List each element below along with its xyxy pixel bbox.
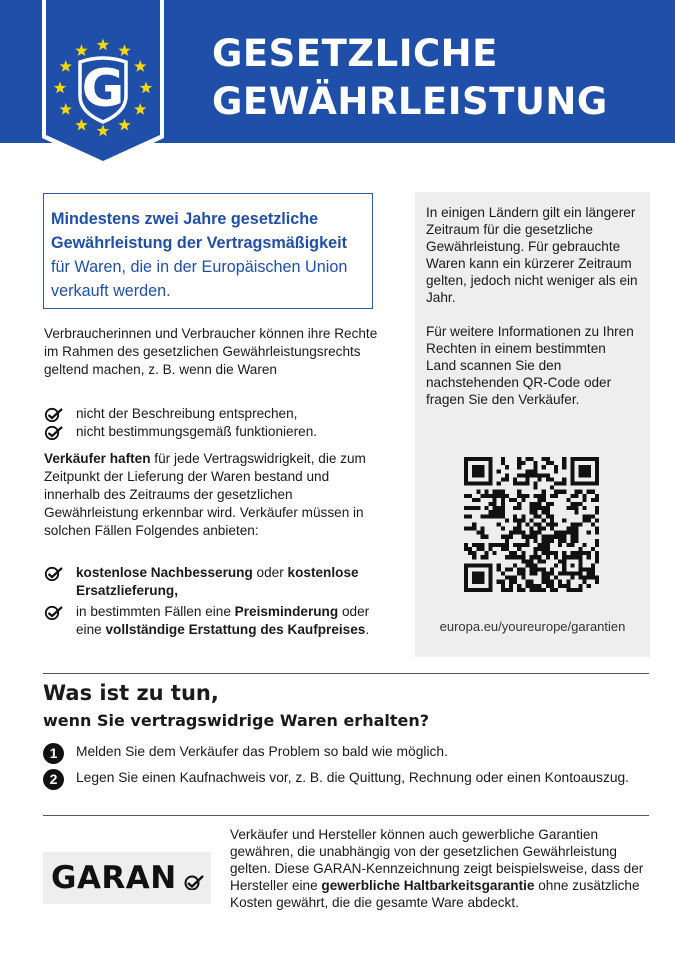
steps-list: [43, 743, 643, 795]
info-sidebar: [415, 192, 650, 657]
check-icon: [44, 425, 64, 440]
divider: [43, 673, 649, 674]
remedies-list: [44, 564, 384, 639]
seller-liability-text: Verkäufer haften für jede Vertragswidrigkeit, die zum Zeitpunkt der Lieferung der Waren bestand und innerhalb des Zeitraums der gesetzlichen Gewährleistung erkennbar wird. Verkäufer müssen in solchen Fällen Folgendes anbieten:: [44, 451, 366, 538]
qr-code[interactable]: [464, 457, 599, 592]
todo-heading: Was ist zu tun,: [43, 681, 219, 705]
title-line-2: GEWÄHRLEISTUNG: [212, 80, 608, 123]
lead-text: für Waren, die in der Europäischen Union verkauft werden.: [51, 258, 348, 300]
page-title: [212, 30, 608, 126]
list-item: nicht bestimmungsgemäß funktionieren.: [44, 423, 384, 441]
lead-bold: Mindestens zwei Jahre gesetzliche Gewährleistung der Vertragsmäßigkeit: [51, 210, 347, 252]
logo-letter: G: [81, 59, 125, 119]
check-icon: [44, 407, 64, 422]
intro-text: Verbraucherinnen und Verbraucher können ihre Rechte im Rahmen des gesetzlichen Gewährleistungsrechts geltend machen, z. B. wenn die Waren: [44, 326, 378, 377]
list-item: kostenlose Nachbesserung oder kostenlose Ersatzlieferung,: [44, 564, 384, 600]
side-paragraph-1: In einigen Ländern gilt ein längerer Zeitraum für die gesetzliche Gewährleistung. Für gebrauchte Waren kann ein kürzerer Zeitraum gelten, jedoch nicht weniger als ein Jahr.: [426, 205, 638, 305]
divider: [43, 815, 649, 816]
step-item: 2 Legen Sie einen Kaufnachweis vor, z. B. die Quittung, Rechnung oder einen Kontoauszug.: [43, 769, 643, 787]
step-item: 1 Melden Sie dem Verkäufer das Problem so bald wie möglich.: [43, 743, 643, 761]
conditions-list: [44, 405, 384, 441]
step-number-1: 1: [43, 743, 64, 764]
info-link[interactable]: europa.eu/youreurope/garantien: [439, 619, 626, 634]
garan-logo-text: GARAN: [51, 860, 177, 896]
list-item: nicht der Beschreibung entsprechen,: [44, 405, 384, 423]
title-line-1: GESETZLICHE: [212, 32, 498, 75]
garan-logo: [43, 852, 211, 904]
eu-shield-logo: [42, 0, 164, 166]
lead-box: [43, 193, 373, 309]
side-paragraph-2: Für weitere Informationen zu Ihren Rechten in einem bestimmten Land scannen Sie den nachstehenden QR-Code oder fragen Sie den Verkäufer.: [426, 324, 634, 407]
check-icon: [44, 566, 64, 581]
step-number-2: 2: [43, 769, 64, 790]
todo-subheading: wenn Sie vertragswidrige Waren erhalten?: [43, 711, 430, 730]
list-item: in bestimmten Fällen eine Preisminderung oder eine vollständige Erstattung des Kaufpreises.: [44, 603, 384, 639]
check-icon: [44, 605, 64, 620]
check-icon: [183, 874, 205, 890]
garan-description: Verkäufer und Hersteller können auch gewerbliche Garantien gewähren, die unabhängig von der gesetzlichen Gewährleistung gelten. Diese GARAN-Kennzeichnung zeigt beispielsweise, dass der Hersteller eine gewerbliche Haltbarkeitsgarantie ohne zusätzliche Kosten gewährt, die die gesamte Ware abdeckt.: [230, 827, 644, 910]
